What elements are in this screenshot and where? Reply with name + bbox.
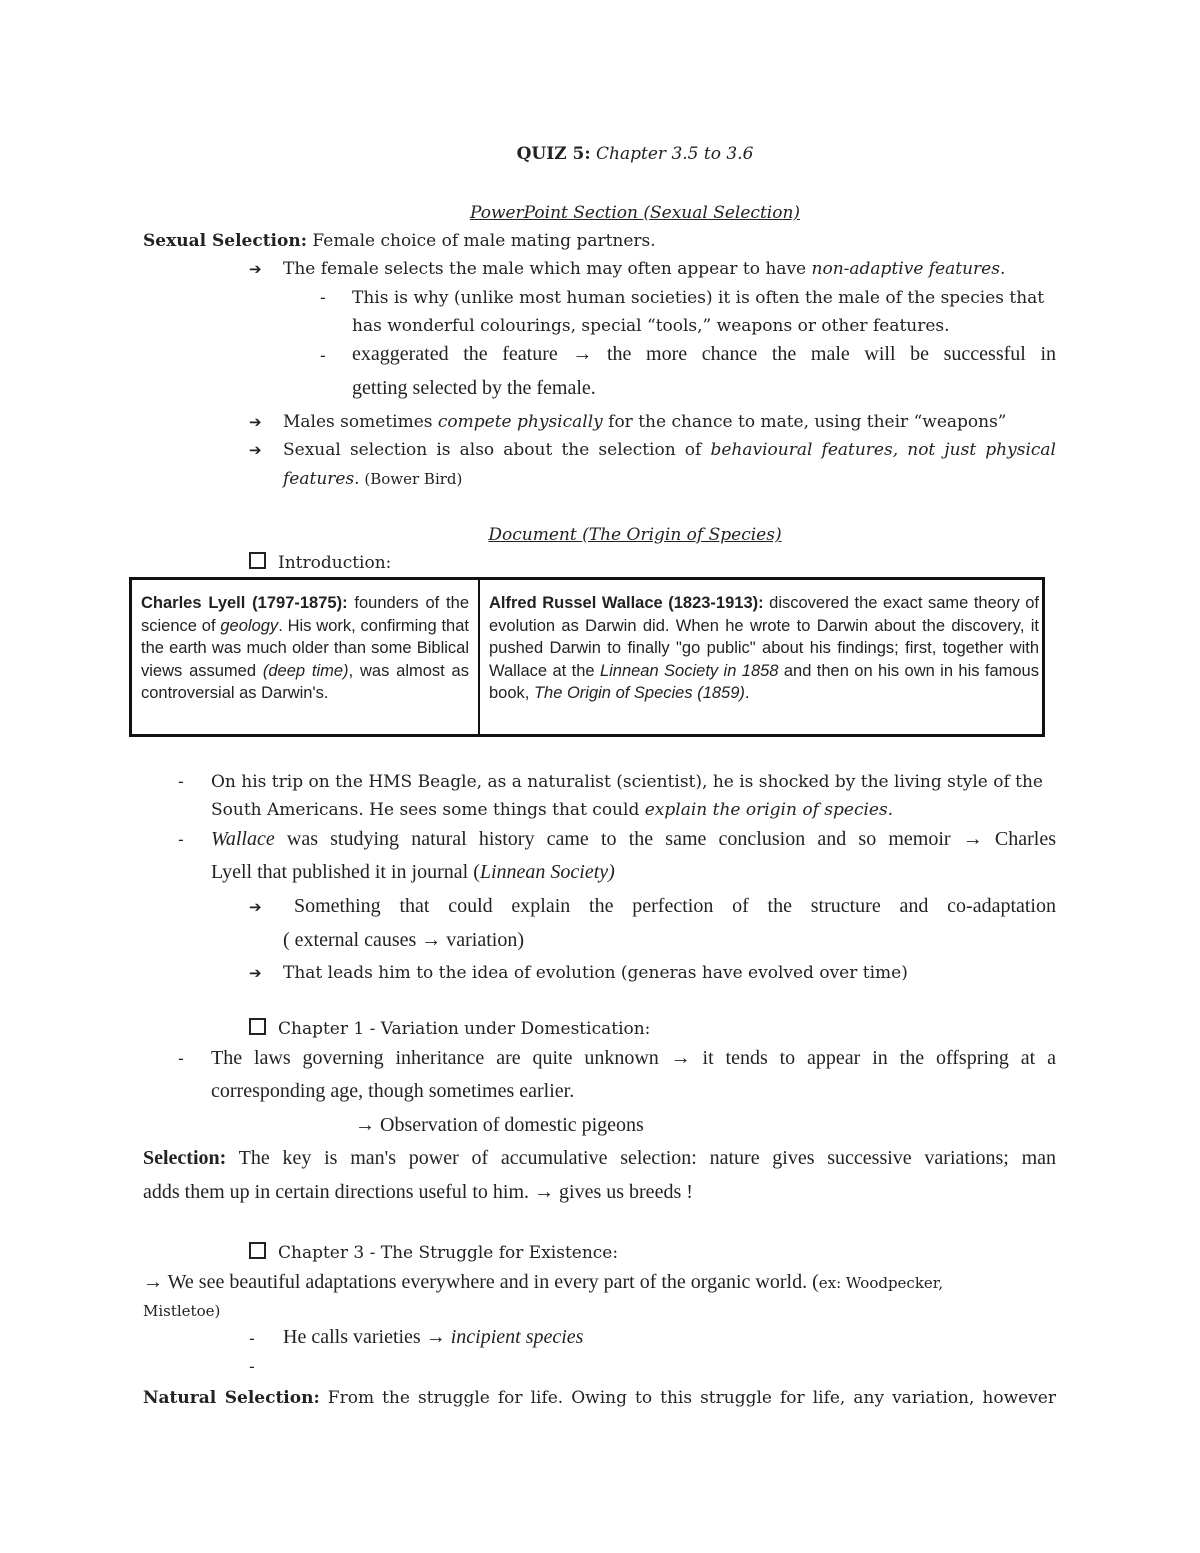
table-cell-wallace: Alfred Russel Wallace (1823-1913): discovered the exact same theory of evolution as Darwin did. When he wrote to Darwin about the discovery, it pushed Darwin to finally "go public" about his findings; first, together with Wallace at the Linnean Society in 1858 and then on his own in his famous book, The Origin of Species (1859). <box>489 594 1039 702</box>
dash-bullet: - <box>320 346 326 366</box>
checkbox-icon <box>249 552 266 569</box>
dash-item-inheritance-line1: The laws governing inheritance are quite unknown → it tends to appear in the offspring at a <box>211 1047 1056 1069</box>
section-heading-sexual-selection: PowerPoint Section (Sexual Selection) <box>469 203 801 223</box>
selection-paragraph-line1: Selection: The key is man's power of accumulative selection: nature gives successive variations; man <box>143 1147 1056 1169</box>
arrow-item-perfection-line2: ( external causes → variation) <box>283 929 525 951</box>
arrow-item-evolution: That leads him to the idea of evolution (generas have evolved over time) <box>283 963 908 983</box>
section-heading-origin-of-species: Document (The Origin of Species) <box>488 525 782 545</box>
dash-bullet: - <box>320 288 326 308</box>
arrow-item-female-selects: The female selects the male which may often appear to have non-adaptive features. <box>283 259 1006 279</box>
arrow-bullet-icon: ➔ <box>249 441 262 459</box>
dash-item-varieties: He calls varieties → incipient species <box>283 1326 584 1348</box>
checkbox-icon <box>249 1018 266 1035</box>
dash-bullet: - <box>178 772 184 792</box>
dash-bullet: - <box>178 830 184 850</box>
arrow-item-perfection-line1: Something that could explain the perfection of the structure and co-adaptation <box>294 895 1056 917</box>
checklist-item-chapter1: Chapter 1 - Variation under Domestication: <box>249 1018 650 1040</box>
arrow-bullet-icon: ➔ <box>249 260 262 278</box>
arrow-bullet-icon: ➔ <box>249 964 262 982</box>
arrow-bullet-icon: ➔ <box>249 413 262 431</box>
dash-item-beagle-line1: On his trip on the HMS Beagle, as a naturalist (scientist), he is shocked by the living style of the <box>211 772 1043 792</box>
table-cell-lyell: Charles Lyell (1797-1875): founders of the science of geology. His work, confirming that the earth was much older than some Biblical views assumed (deep time), was almost as controversial as Darwin's. <box>141 594 469 702</box>
adaptations-line2: Mistletoe) <box>143 1302 221 1320</box>
dash-item-exaggerated-line1: exaggerated the feature → the more chance the male will be successful in <box>352 343 1056 365</box>
selection-paragraph-line2: adds them up in certain directions useful to him. → gives us breeds ! <box>143 1181 693 1203</box>
observation-pigeons: → Observation of domestic pigeons <box>355 1114 644 1136</box>
arrow-item-behavioural-line1: Sexual selection is also about the selection of behavioural features, not just physical <box>283 440 1056 460</box>
arrow-item-males-compete: Males sometimes compete physically for the chance to mate, using their “weapons” <box>283 412 1007 432</box>
checkbox-icon <box>249 1242 266 1259</box>
dash-item-exaggerated-line2: getting selected by the female. <box>352 377 596 399</box>
checklist-item-introduction: Introduction: <box>249 552 391 574</box>
dash-bullet: - <box>249 1329 255 1349</box>
checklist-item-chapter3: Chapter 3 - The Struggle for Existence: <box>249 1242 618 1264</box>
dash-bullet: - <box>249 1357 255 1377</box>
dash-item-male-colourings-line2: has wonderful colourings, special “tools,” weapons or other features. <box>352 316 950 336</box>
adaptations-line1: → We see beautiful adaptations everywhere and in every part of the organic world. (ex: Woodpecker, <box>143 1271 944 1293</box>
dash-item-inheritance-line2: corresponding age, though sometimes earlier. <box>211 1080 575 1102</box>
dash-item-male-colourings-line1: This is why (unlike most human societies) it is often the male of the species that <box>352 288 1045 308</box>
arrow-item-behavioural-line2: features. (Bower Bird) <box>283 469 463 489</box>
dash-bullet: - <box>178 1049 184 1069</box>
dash-item-wallace-line1: Wallace was studying natural history came to the same conclusion and so memoir → Charles <box>211 828 1056 850</box>
table-divider <box>478 580 480 734</box>
arrow-bullet-icon: ➔ <box>249 898 262 916</box>
page-title: QUIZ 5: Chapter 3.5 to 3.6 <box>516 144 754 164</box>
dash-item-wallace-line2: Lyell that published it in journal (Linnean Society) <box>211 861 615 883</box>
biography-table <box>129 577 1045 737</box>
natural-selection-paragraph: Natural Selection: From the struggle for life. Owing to this struggle for life, any variation, however <box>143 1388 1056 1408</box>
dash-item-beagle-line2: South Americans. He sees some things that could explain the origin of species. <box>211 800 894 820</box>
sexual-selection-definition: Sexual Selection: Female choice of male mating partners. <box>143 231 656 251</box>
